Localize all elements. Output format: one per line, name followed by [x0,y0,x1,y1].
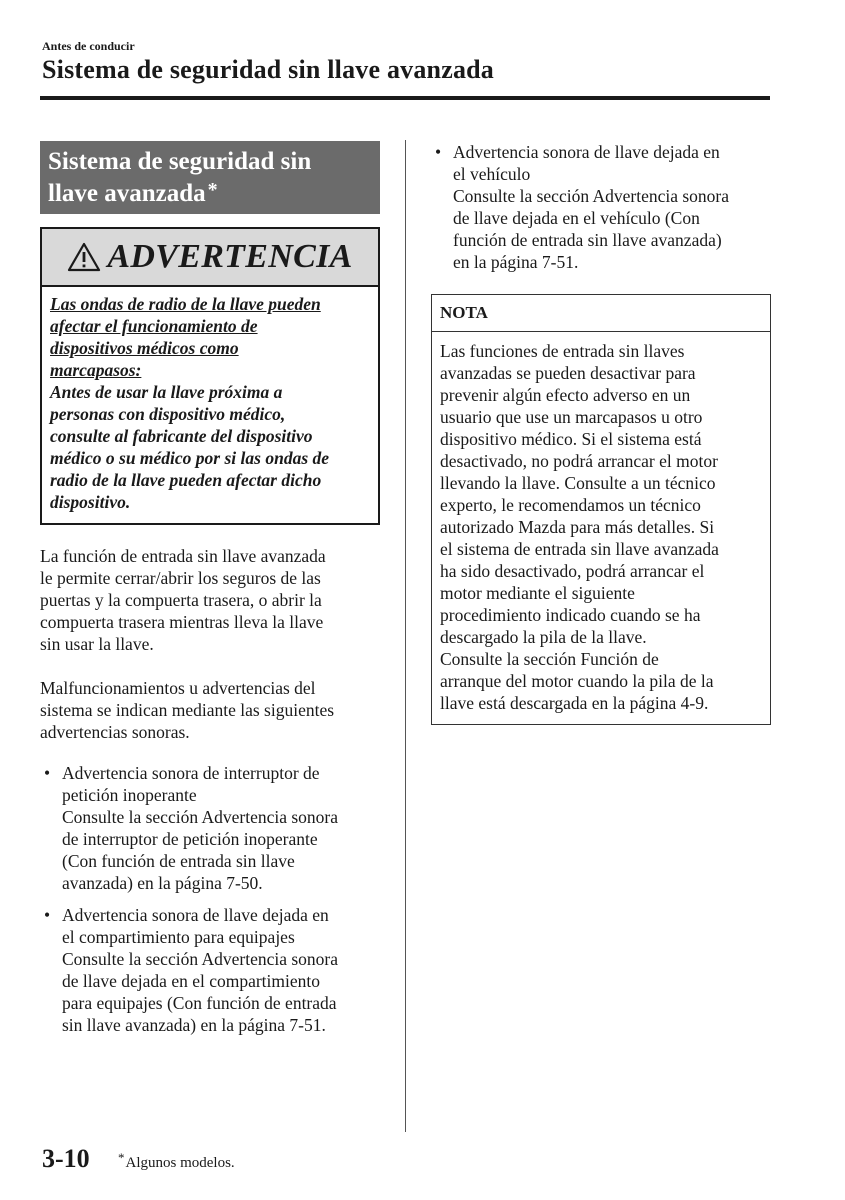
note-line: el sistema de entrada sin llave avanzada [440,539,719,559]
section-heading [40,141,380,214]
warning-text-line: consulte al fabricante del dispositivo [50,426,313,446]
paragraph-line: sistema se indican mediante las siguientes [40,700,335,720]
note-line: Las funciones de entrada sin llaves [440,341,685,361]
warning-underlined-line: Las ondas de radio de la llave pueden [50,294,321,314]
list-item-line: Advertencia sonora de llave dejada en [62,905,329,925]
list-item [40,904,380,1036]
paragraph-line: sin usar la llave. [40,634,154,654]
warning-underlined-line: afectar el funcionamiento de [50,316,258,336]
note-line: usuario que use un marcapasos u otro [440,407,703,427]
warning-text-line: radio de la llave pueden afectar dicho [50,470,322,490]
list-item-line: Consulte la sección Advertencia sonora [62,949,339,969]
warning-text-line: personas con dispositivo médico, [50,404,286,424]
vehicle-warning-list [431,141,771,273]
section-label: Antes de conducir [42,39,135,53]
paragraph-line: le permite cerrar/abrir los seguros de las [40,568,321,588]
warning-text-line: dispositivo. [50,492,131,512]
paragraph-line: advertencias sonoras. [40,722,190,742]
paragraph-line: compuerta trasera mientras lleva la llave [40,612,324,632]
footnote-star: * [207,179,218,201]
list-item-line: para equipajes (Con función de entrada [62,993,337,1013]
left-column [40,141,380,1036]
paragraph-line: Malfuncionamientos u advertencias del [40,678,316,698]
warning-text-line: médico o su médico por si las ondas de [50,448,330,468]
warning-title: ADVERTENCIA [107,238,353,275]
note-line: motor mediante el siguiente [440,583,635,603]
paragraph-line: puertas y la compuerta trasera, o abrir la [40,590,322,610]
footnote [118,1150,235,1172]
bullet-icon: • [44,763,51,783]
chapter-title: Sistema de seguridad sin llave avanzada [42,55,495,84]
note-line: experto, le recomendamos un técnico [440,495,701,515]
note-line: arranque del motor cuando la pila de la [440,671,714,691]
list-item-line: sin llave avanzada) en la página 7-51. [62,1015,326,1035]
intro-paragraph [40,545,380,655]
footnote-star: * [118,1150,125,1165]
warning-underlined-line: marcapasos: [50,360,142,380]
list-item-line: de interruptor de petición inoperante [62,829,318,849]
note-line: llave está descargada en la página 4-9. [440,693,709,713]
list-item-line: en la página 7-51. [453,252,579,272]
list-item-line: petición inoperante [62,785,197,805]
note-title: NOTA [432,295,770,332]
list-item-line: función de entrada sin llave avanzada) [453,230,722,250]
list-item-line: de llave dejada en el compartimiento [62,971,321,991]
warning-underlined-line: dispositivos médicos como [50,338,239,358]
note-line: Consulte la sección Función de [440,649,659,669]
note-line: descargado la pila de la llave. [440,627,647,647]
note-line: llevando la llave. Consulte a un técnico [440,473,716,493]
page-number: 3-10 [42,1144,90,1173]
list-item [40,762,380,894]
note-body [432,332,770,724]
list-item-line: Advertencia sonora de llave dejada en [453,142,720,162]
list-item [431,141,771,273]
warning-triangle-icon [67,242,101,272]
note-line: desactivado, no podrá arrancar el motor [440,451,718,471]
warning-header [42,229,378,287]
note-line: dispositivo médico. Si el sistema está [440,429,702,449]
list-item-line: de llave dejada en el vehículo (Con [453,208,700,228]
list-item-line: avanzada) en la página 7-50. [62,873,263,893]
warning-text-line: Antes de usar la llave próxima a [50,382,283,402]
note-line: ha sido desactivado, podrá arrancar el [440,561,705,581]
footnote-text: Algunos modelos. [125,1155,235,1171]
right-column [431,141,771,725]
column-divider [405,140,406,1132]
note-box [431,294,771,725]
header-rule [40,96,770,100]
warning-box [40,227,380,525]
bullet-icon: • [435,142,442,162]
warning-sounds-list [40,762,380,1036]
list-item-line: el vehículo [453,164,531,184]
note-line: prevenir algún efecto adverso en un [440,385,691,405]
list-item-line: Consulte la sección Advertencia sonora [453,186,730,206]
list-item-line: el compartimiento para equipajes [62,927,295,947]
note-line: procedimiento indicado cuando se ha [440,605,701,625]
list-item-line: Advertencia sonora de interruptor de [62,763,320,783]
bullet-icon: • [44,905,51,925]
warning-body [42,287,378,523]
list-item-line: Consulte la sección Advertencia sonora [62,807,339,827]
note-line: autorizado Mazda para más detalles. Si [440,517,715,537]
note-line: avanzadas se pueden desactivar para [440,363,696,383]
malfunction-paragraph [40,677,380,743]
section-heading-line-1: Sistema de seguridad sin [48,148,312,175]
paragraph-line: La función de entrada sin llave avanzada [40,546,326,566]
list-item-line: (Con función de entrada sin llave [62,851,295,871]
section-heading-line-2: llave avanzada [48,180,206,207]
